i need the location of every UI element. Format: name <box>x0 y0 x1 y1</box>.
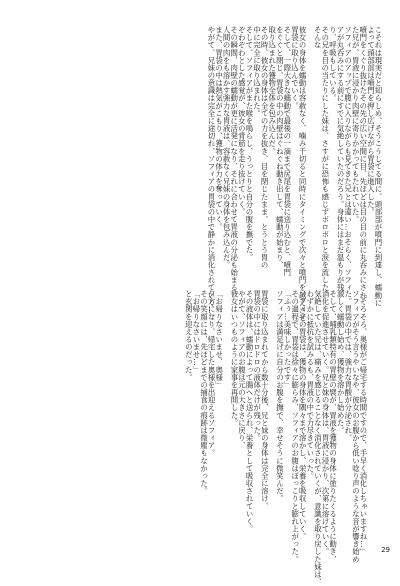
text-line: 「お帰りなさいませ…」 <box>191 290 201 374</box>
text-line: その笑顔には、先ほどまでの捕食の痕跡は微塵もなかった。 <box>199 290 209 495</box>
text-line: そんな <box>313 26 323 49</box>
text-line: その瞬間、肉壁の蠕動が更に活発になり、それに合わせて胃液の分泌も始まる。 <box>229 26 239 299</box>
text-line: その時、彼女の身体は全ての力を抜き、目を閉じたまま、とうとう胃の <box>260 26 270 269</box>
text-line: 噴門をくぐり抜けたその先の広い空間に目、先ほどは目の目の前に丸呑みにされ <box>358 26 368 299</box>
lower-text-block <box>0 290 400 586</box>
text-line: ぞわぞわとした感覚が、彼女の背筋を走り抜けていく。 <box>237 26 247 216</box>
text-line: 夕方になり、帰宅した奥様を出迎えるソフィア。 <box>207 290 217 457</box>
text-line: アが丸呑みにする前にすでに気絶していたのだろう。身体にはまだ温もりが残 <box>336 26 346 292</box>
text-line: り、呼吸もしている。 <box>328 26 338 102</box>
text-line: 彼女はいつものように家事を再開した。 <box>229 290 239 427</box>
text-line: 中に完全に取り込まれた。 <box>252 26 262 117</box>
text-line: た兄が、胃液に浸かり肉壁に寄りかかってもたれていた。 <box>351 26 361 224</box>
text-line: その兄を目の当たりにした妹は、さすがに恐怖も感じずボロボロと涙を流した。 <box>320 26 330 299</box>
text-line <box>306 26 314 288</box>
text-line: 消化を促進させていく。兄と妹の身体は、胃液に浸かり、次第に溶けていく。 <box>321 290 331 556</box>
text-line: そして、ソフィアがまた喉を鳴らし、うっとりと自分の腹を撫でた。 <box>244 26 254 261</box>
text-line: そして、哺乳類特有の胃壁の襞が、胃液を獲物の身体に塗りたくるように動き、 <box>328 290 338 563</box>
text-line: ソフィアがそう言うやいなや、彼女のお腹から低い唸り声のような音が響き始め <box>351 290 361 563</box>
text-line: 「お帰りなさいませ、奥様」 <box>214 290 224 389</box>
text-line: 胃袋の中にはドロドロの液体だけが残った。 <box>252 290 262 442</box>
text-line: その液体は、蠕動によって腸へと送られ、栄養として吸収されていく。 <box>245 290 255 533</box>
text-line: た。胃袋の中では、強力な胃酸が分泌され、 <box>343 290 353 442</box>
upper-text-block <box>0 26 400 330</box>
text-line: 「そろそろ、奥様がご帰宅する時間ですので、手早く消化しちゃいますね…」 <box>359 290 368 556</box>
text-line: 激しく蠕動し始め、獲物を溶かし始めた。 <box>336 290 346 435</box>
text-line: やがて、兄妹の意識は完全に途切れ、ソフィアの胃袋の中で静かに消化されていく…。 <box>206 26 216 322</box>
text-line: わずかに抵抗を試みるも、胃液の中で力尽きていった。 <box>305 290 315 480</box>
text-line: 「ふぅ…美味しかったです」 <box>283 290 293 389</box>
text-line: 気絶していた兄は、痛みを感じることなく消化されていくが、意識を取り戻した妹は、 <box>313 290 323 586</box>
text-line: 取り込まれた獲物全体を包み込んだ。 <box>267 26 277 155</box>
text-line: と玄関を迎えるのだった。 <box>184 290 194 381</box>
text-line: ソフィアは満足げに自分のお腹を撫で、幸せそうに微笑んだ。 <box>275 290 285 503</box>
text-line: また、胃袋の中は熱気がこもり、獲物の体力を奪っていく。 <box>214 26 224 231</box>
text-line: その過程で、胃袋は徐々に膨らみ、ソフィアのお腹はぽっこりと膨れ上がった。 <box>290 290 300 563</box>
text-line: ソフィアのアップで腹に入りながらも見てきた兄とは違い…おそらく、ソフィ <box>343 26 353 292</box>
text-line: をぐぐと閉じ、胃袋の中の肉壁はぐねぐね動き出して、蠕動が始まり、 <box>275 26 285 269</box>
text-line: 胃袋に取り込まれてから数十分後、兄と妹の身体は完全に溶け、 <box>260 290 270 510</box>
text-line: 胃袋に取り込んでいく。 <box>290 26 300 110</box>
text-line: こそれは現実だと知らしめ、そうこうしてる間に、頭部部が噴門に到達し、蠕動に <box>374 26 383 307</box>
text-line: ソフィアの胃袋は、獲物の身体を隅々まで溶かし、栄養を吸収していく。 <box>298 290 308 541</box>
text-line: 彼女の身体を蠕動は容赦なく、噛み千切ると同時にタイミングで次々と噴門を越えさせ、 <box>298 26 308 330</box>
text-line: よって頭部部は噴門を押し広げながら胃袋に進入した。 <box>366 26 376 216</box>
text-line: やがて、ソフィアのお腹は元の大きさに戻り、 <box>237 290 247 450</box>
page-number: 29 <box>381 546 390 554</box>
text-line: そして、一際大きな蠕動で最後の一滴まで尻尾を胃袋に送り込むと、噴門 <box>282 26 292 277</box>
text-line: 人間の肉をも溶かす強力な胃液は、容赦なく兄妹の身体を包み込んだ。 <box>222 26 232 269</box>
